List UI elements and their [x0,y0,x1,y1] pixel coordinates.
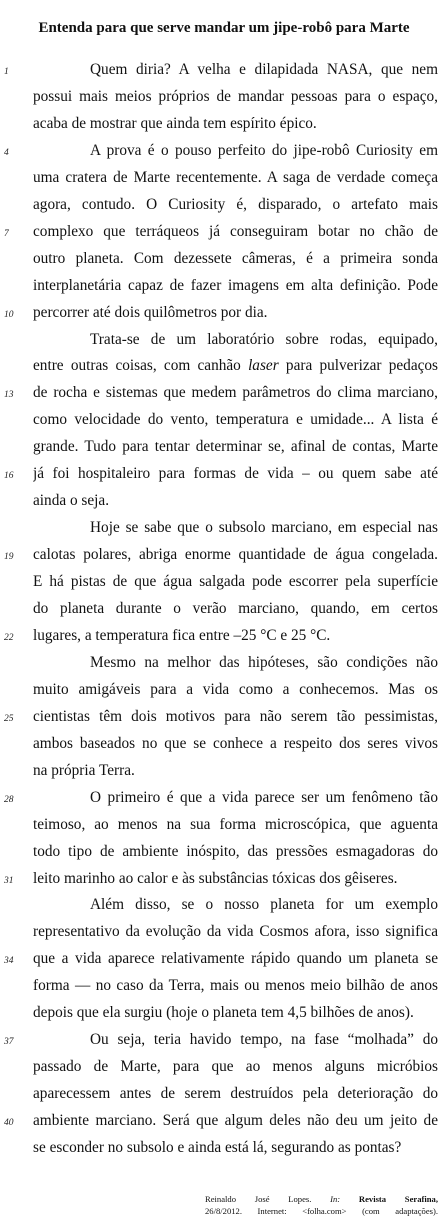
text-line: do planeta durante o verão marciano, quando, em certos [33,600,438,617]
text-line: calotas polares, abriga enorme quantidade de água congelada. [33,546,438,564]
text-line: Quem diria? A velha e dilapidada NASA, que nem [90,61,438,78]
text-line: uma cratera de Marte recentemente. A saga de verdade começa [33,168,438,186]
text-line: ambiente marciano. Será que algum deles não deu um jeito de [33,1112,438,1130]
line-number: 40 [4,1118,14,1129]
text-line: interplanetária capaz de fazer imagens em alta definição. Pode [33,276,438,294]
line-number: 22 [4,632,14,643]
text-line: Além disso, se o nosso planeta for um exemplo [90,896,438,914]
line-number: 25 [4,713,14,724]
text-line: como velocidade do vento, temperatura e umidade... A lista é [33,411,438,429]
line-number: 13 [4,390,14,401]
text-line: percorrer até dois quilômetros por dia. [33,303,268,321]
text-line: se esconder no subsolo e ainda está lá, segurando as pontas? [33,1139,402,1156]
text-line: O primeiro é que a vida parece ser um fenômeno tão [90,788,438,806]
text-line: Ou seja, teria havido tempo, na fase “molhada” do [90,1031,438,1049]
source-in: In: [330,1194,341,1204]
italic-term: laser [248,357,279,375]
text-line: lugares, a temperatura fica entre –25 °C e 25 °C. [33,626,331,644]
article-title: Entenda para que serve mandar um jipe-robô para Marte [38,20,410,36]
line-number: 19 [4,552,14,563]
text-line: E há pistas de que água salgada pode escorrer pela superfície [33,573,438,591]
text-line: entre outras coisas, com canhão laser para pulverizar pedaços [33,357,438,375]
line-number: 34 [4,956,14,967]
text-line: ainda o seja. [33,492,110,510]
text-line: grande. Tudo para tentar determinar se, afinal de contas, Marte [33,438,438,456]
text-line: representativo da evolução da vida Cosmos afora, isso significa [33,923,438,941]
source-citation-line-1 [205,1193,438,1205]
text-line: teimoso, ao menos na sua forma microscópica, que aguenta [33,815,438,833]
line-number: 37 [4,1037,14,1048]
text-line: forma — no caso da Terra, mais ou menos meio bilhão de anos [33,977,438,995]
text-line: todo tipo de ambiente inóspito, das pressões esmagadoras do [33,842,438,860]
text-line: ambos baseados no que se conhece a respeito dos seres vivos [33,734,438,752]
text-line: leito marinho ao calor e às substâncias tóxicas dos gêiseres. [33,869,398,887]
line-number: 16 [4,471,14,482]
line-number: 7 [4,228,9,239]
line-number: 31 [4,875,14,886]
text-line: outro planeta. Com dezessete câmeras, é a primeira sonda [33,249,438,267]
text-line: já foi hospitaleiro para formas de vida – ou quem sabe até [33,465,438,483]
text-line: aparecessem antes de serem destruídos pela deterioração do [33,1085,438,1103]
text-line: na própria Terra. [33,761,135,779]
text-line: que a vida aparece relativamente rápido quando um planeta se [33,950,438,968]
source-citation-line-2: 26/8/2012. Internet: <folha.com> (com adaptações). [205,1206,438,1216]
text-line: Mesmo na melhor das hipóteses, são condições não [90,653,438,671]
text-line: passado de Marte, para que ao menos alguns micróbios [33,1058,438,1076]
text-line: Trata-se de um laboratório sobre rodas, equipado, [90,330,438,348]
line-number: 1 [4,67,9,77]
text-line: A prova é o pouso perfeito do jipe-robô Curiosity em [90,141,438,159]
text-line: Hoje se sabe que o subsolo marciano, em especial nas [90,519,438,537]
text-line: de rocha e sistemas que medem parâmetros do clima marciano, [33,384,438,402]
text-line: agora, contudo. O Curiosity é, disparado, o artefato mais [33,195,438,213]
text-line: possui mais meios próprios de mandar pessoas para o espaço, [33,87,438,105]
line-number: 4 [4,147,9,158]
line-number: 10 [4,309,14,320]
source-publication: Revista Serafina, [358,1194,438,1204]
text-line: acaba de mostrar que ainda tem espírito épico. [33,114,317,132]
source-author: Reinaldo José Lopes. [205,1194,312,1204]
line-number: 28 [4,794,14,805]
text-line: cientistas têm dois motivos para não serem tão pessimistas, [33,707,438,725]
text-line: complexo que terráqueos já conseguiram botar no chão de [33,222,438,240]
text-line: depois que ela surgiu (hoje o planeta tem 4,5 bilhões de anos). [33,1004,414,1022]
text-line: muito amigáveis para a vida como a conhecemos. Mas os [33,680,438,698]
